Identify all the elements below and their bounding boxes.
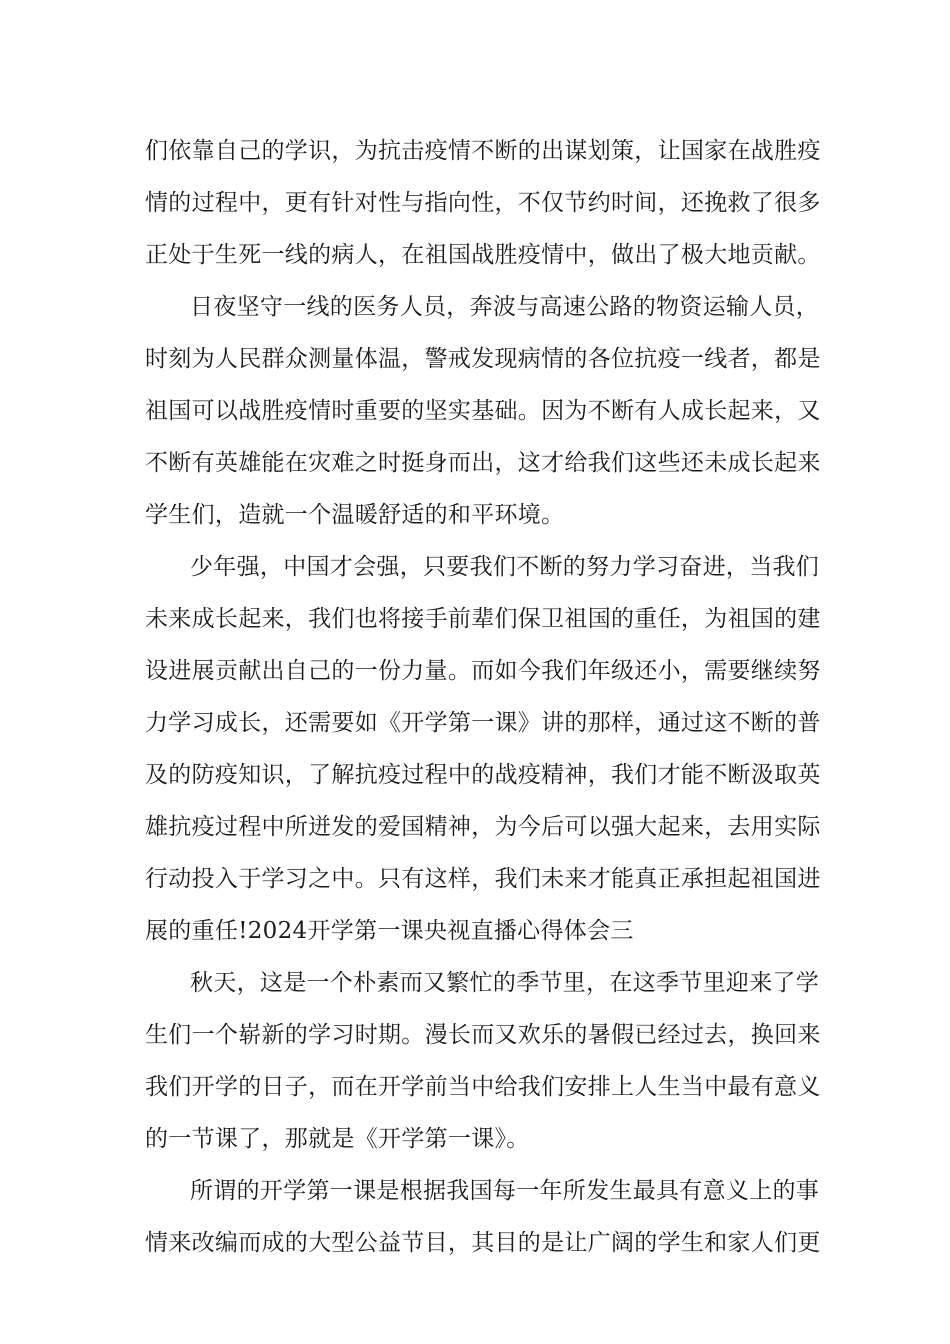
text-line: 设进展贡献出自己的一份力量。而如今我们年级还小，需要继续努 <box>145 658 821 684</box>
text-line: 日夜坚守一线的医务人员，奔波与高速公路的物资运输人员， <box>190 294 820 320</box>
text-line: 祖国可以战胜疫情时重要的坚实基础。因为不断有人成长起来，又 <box>145 398 821 424</box>
text-line: 行动投入于学习之中。只有这样，我们未来才能真正承担起祖国进 <box>145 866 821 892</box>
text-line: 未来成长起来，我们也将接手前辈们保卫祖国的重任，为祖国的建 <box>145 606 821 632</box>
text-line: 学生们，造就一个温暖舒适的和平环境。 <box>145 502 565 528</box>
text-line: 情来改编而成的大型公益节目，其目的是让广阔的学生和家人们更 <box>145 1230 821 1256</box>
text-line: 我们开学的日子，而在开学前当中给我们安排上人生当中最有意义 <box>145 1074 821 1100</box>
text-line: 正处于生死一线的病人，在祖国战胜疫情中，做出了极大地贡献。 <box>145 242 821 268</box>
text-line: 力学习成长，还需要如《开学第一课》讲的那样，通过这不断的普 <box>145 710 821 736</box>
text-line: 展的重任!2024开学第一课央视直播心得体会三 <box>145 918 634 944</box>
text-line: 所谓的开学第一课是根据我国每一年所发生最具有意义上的事 <box>190 1178 820 1204</box>
text-line: 不断有英雄能在灾难之时挺身而出，这才给我们这些还未成长起来 <box>145 450 821 476</box>
text-line: 秋天，这是一个朴素而又繁忙的季节里，在这季节里迎来了学 <box>190 970 820 996</box>
text-line: 雄抗疫过程中所迸发的爱国精神，为今后可以强大起来，去用实际 <box>145 814 821 840</box>
text-line: 生们一个崭新的学习时期。漫长而又欢乐的暑假已经过去，换回来 <box>145 1022 821 1048</box>
text-line: 及的防疫知识，了解抗疫过程中的战疫精神，我们才能不断汲取英 <box>145 762 821 788</box>
text-line: 情的过程中，更有针对性与指向性，不仅节约时间，还挽救了很多 <box>145 190 821 216</box>
text-line: 的一节课了，那就是《开学第一课》。 <box>145 1126 530 1152</box>
text-line: 少年强，中国才会强，只要我们不断的努力学习奋进，当我们 <box>190 554 820 580</box>
text-line: 们依靠自己的学识，为抗击疫情不断的出谋划策，让国家在战胜疫 <box>145 138 821 164</box>
text-line: 时刻为人民群众测量体温，警戒发现病情的各位抗疫一线者，都是 <box>145 346 821 372</box>
